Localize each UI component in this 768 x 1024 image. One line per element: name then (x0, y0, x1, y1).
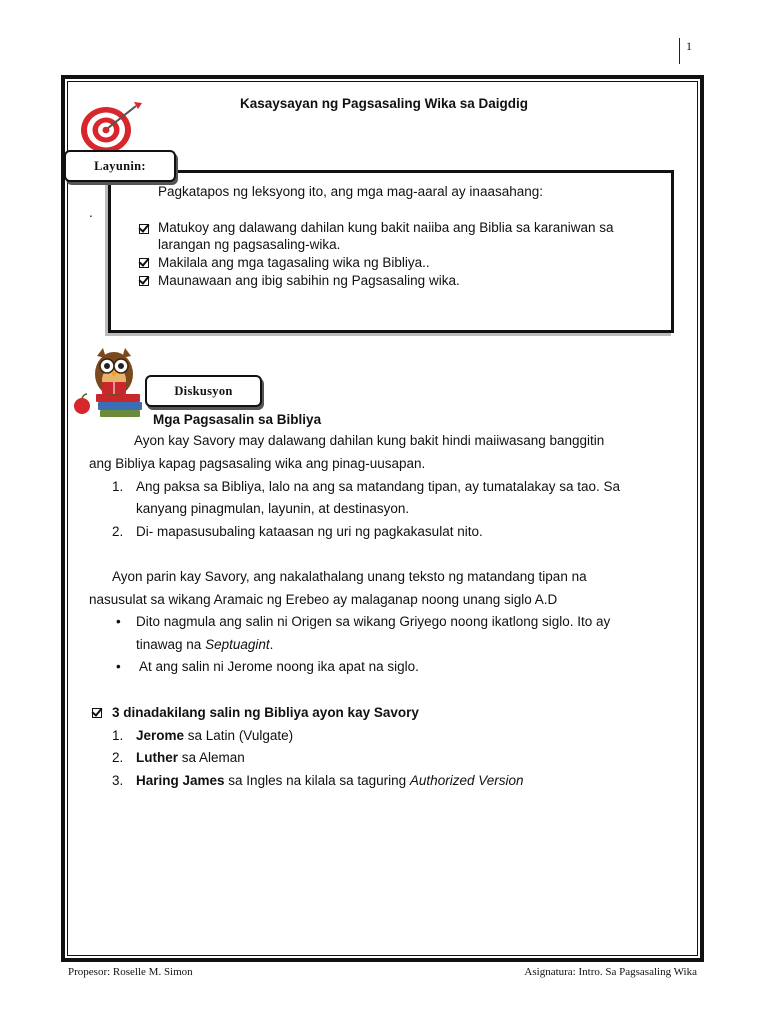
translation-3: Haring James sa Ingles na kilala sa taguring Authorized Version (136, 773, 524, 788)
para2-line1: Ayon parin kay Savory, ang nakalathalang unang teksto ng matandang tipan na (112, 569, 587, 584)
reason-2: Di- mapasusubaling kataasan ng uri ng pagkakasulat nito. (136, 524, 483, 539)
checkbox-icon (92, 708, 102, 718)
para1-line2: ang Bibliya kapag pagsasaling wika ang pinag-uusapan. (89, 456, 426, 471)
translation-1: Jerome sa Latin (Vulgate) (136, 728, 294, 743)
bullet-1-line1: Dito nagmula ang salin ni Origen sa wikang Griyego noong ikatlong siglo. Ito ay (136, 614, 611, 629)
owl-books-icon (70, 344, 150, 422)
translations-heading: 3 dinadakilang salin ng Bibliya ayon kay Savory (112, 705, 419, 720)
para2-line2: nasusulat sa wikang Aramaic ng Erebeo ay malaganap noong unang siglo A.D (89, 592, 558, 607)
page-number: 1 (679, 38, 692, 64)
bullet-1-line2: tinawag na Septuagint. (136, 637, 274, 652)
translation-1-number: 1. (112, 728, 124, 743)
translation-3-number: 3. (112, 773, 124, 788)
objective-1-line1: Matukoy ang dalawang dahilan kung bakit naiiba ang Biblia sa karaniwan sa (158, 220, 614, 235)
page-title: Kasaysayan ng Pagsasaling Wika sa Daigdig (240, 96, 528, 111)
reason-2-number: 2. (112, 524, 124, 539)
reason-1-number: 1. (112, 479, 124, 494)
para1-line1: Ayon kay Savory may dalawang dahilan kung bakit hindi maiiwasang banggitin (134, 433, 605, 448)
objectives-intro: Pagkatapos ng leksyong ito, ang mga mag-aaral ay inaasahang: (158, 184, 544, 199)
bullet-2: At ang salin ni Jerome noong ika apat na siglo. (136, 659, 419, 674)
reason-1-line2: kanyang pinagmulan, layunin, at destinasyon. (136, 501, 410, 516)
checkbox-icon (139, 224, 149, 234)
bullet-mark: • (116, 659, 121, 674)
objectives-tag: Layunin: (64, 150, 176, 182)
checkbox-icon (139, 276, 149, 286)
discussion-heading: Mga Pagsasalin sa Bibliya (153, 412, 322, 427)
objective-1-line2: larangan ng pagsasaling-wika. (158, 237, 341, 252)
translation-2-number: 2. (112, 750, 124, 765)
footer-professor: Propesor: Roselle M. Simon (68, 966, 193, 978)
footer-subject: Asignatura: Intro. Sa Pagsasaling Wika (524, 966, 697, 978)
stray-dot: . (89, 205, 93, 220)
objective-2: Makilala ang mga tagasaling wika ng Bibliya.. (158, 255, 430, 270)
discussion-tag: Diskusyon (145, 375, 262, 407)
checkbox-icon (139, 258, 149, 268)
bullet-mark: • (116, 614, 121, 629)
objective-3: Maunawaan ang ibig sabihin ng Pagsasaling wika. (158, 273, 460, 288)
translation-2: Luther sa Aleman (136, 750, 245, 765)
reason-1-line1: Ang paksa sa Bibliya, lalo na ang sa matandang tipan, ay tumatalakay sa tao. Sa (136, 479, 621, 494)
